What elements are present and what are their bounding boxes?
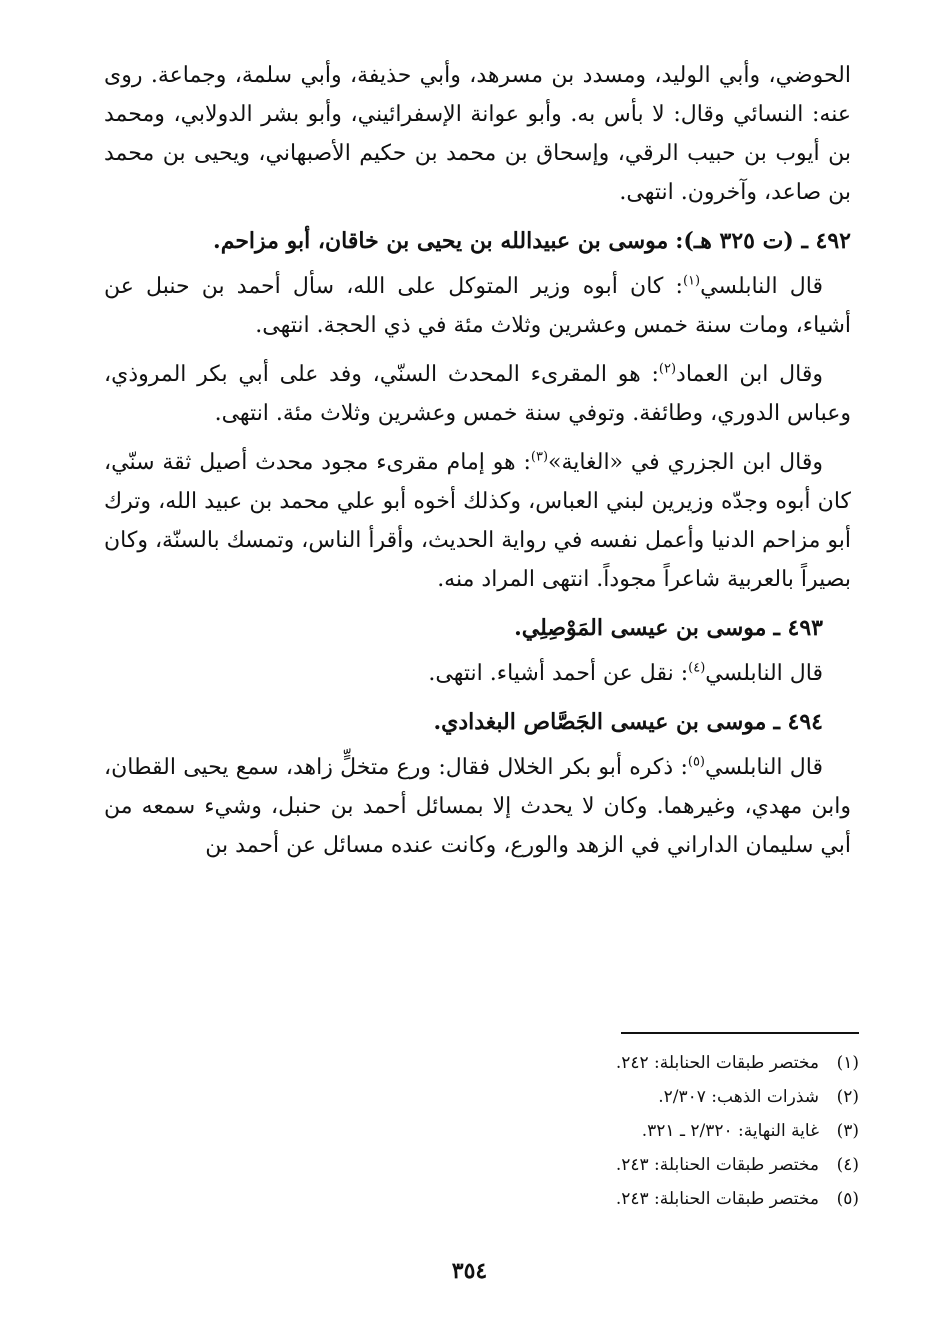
quote-paragraph: [104, 267, 851, 345]
footnote-number: (٥): [836, 1189, 859, 1209]
footnote-number: (١): [836, 1053, 859, 1073]
entry-name: موسى بن عبيدالله بن يحيى بن خاقان، أبو مزاحم.: [213, 228, 669, 254]
quote-source: وقال ابن العماد: [676, 362, 823, 387]
entry-name: موسى بن عيسى الجَصَّاص البغدادي.: [433, 709, 767, 735]
main-text: [104, 56, 851, 875]
footnote-text: شذرات الذهب: ٢/٣٠٧.: [658, 1087, 819, 1107]
footnote-number: (٤): [836, 1155, 859, 1175]
continuation-paragraph: الحوضي، وأبي الوليد، ومسدد بن مسرهد، وأبي حذيفة، وأبي سلمة، وجماعة. روى عنه: النسائي وقال: لا بأس به. وأبو عوانة الإسفرائيني، وأبو بشر الدولابي، ومحمد بن أيوب بن حبيب الرقي، وإسحاق بن محمد بن حكيم الأصبهاني، ويحيى بن محمد بن صاعد، وآخرون. انتهى.: [104, 63, 851, 205]
footnote-text: مختصر طبقات الحنابلة: ٢٤٢.: [615, 1053, 819, 1073]
entry-heading-492: [104, 222, 851, 261]
footnote-ref: (٢): [658, 361, 677, 377]
quote-paragraph: [104, 355, 851, 433]
footnote-ref: (٥): [687, 754, 705, 770]
footnote-item: [300, 1080, 859, 1114]
footnote-item: [300, 1114, 859, 1148]
entry-number: ٤٩٢ ـ (ت ٣٢٥ هـ):: [675, 228, 851, 254]
entry-number: ٤٩٣ ـ: [773, 615, 823, 641]
footnote-number: (٣): [836, 1121, 859, 1141]
footnote-text: مختصر طبقات الحنابلة: ٢٤٣.: [615, 1155, 819, 1175]
footnotes: [300, 1046, 859, 1216]
footnote-item: [300, 1148, 859, 1182]
quote-source: قال النابلسي: [705, 661, 823, 686]
entry-name: موسى بن عيسى المَوْصِلِي.: [514, 615, 767, 641]
footnote-text: غاية النهاية: ٢/٣٢٠ ـ ٣٢١.: [641, 1121, 819, 1141]
quote-text: : نقل عن أحمد أشياء. انتهى.: [428, 661, 689, 686]
quote-source: قال النابلسي: [700, 274, 823, 299]
footnote-divider: [621, 1032, 859, 1034]
quote-paragraph: [104, 443, 851, 599]
quote-paragraph: [104, 654, 851, 693]
footnote-ref: (٤): [688, 660, 706, 676]
footnote-item: [300, 1182, 859, 1216]
footnote-number: (٢): [836, 1087, 859, 1107]
entry-heading-493: [104, 609, 851, 648]
footnote-item: [300, 1046, 859, 1080]
page-number: ٣٥٤: [451, 1258, 488, 1284]
quote-text: : هو إمام مقرىء مجود محدث أصيل ثقة سنّي، كان أبوه وجدّه وزيرين لبني العباس، وكذلك أخوه أبو علي محمد بن عبيد الله، وترك أبو مزاحم الدنيا وأعمل نفسه في رواية الحديث، وأقرأ الناس، وتمسك بالسنّة، وكان بصيراً بالعربية شاعراً مجوداً. انتهى المراد منه.: [104, 450, 851, 592]
quote-text: : ذكره أبو بكر الخلال فقال: ورع متخلٍّ زاهد، سمع يحيى القطان، وابن مهدي، وغيرهما. وكان لا يحدث إلا بمسائل أحمد بن حنبل، وشيء سمعه من أبي سليمان الداراني في الزهد والورع، وكانت عنده مسائل عن أحمد بن: [104, 755, 851, 858]
quote-source: وقال ابن الجزري في «الغاية»: [548, 450, 824, 475]
footnote-text: مختصر طبقات الحنابلة: ٢٤٣.: [615, 1189, 819, 1209]
entry-heading-494: [104, 703, 851, 742]
footnote-ref: (١): [682, 273, 701, 289]
quote-text: : كان أبوه وزير المتوكل على الله، سأل أحمد بن حنبل عن أشياء، ومات سنة خمس وعشرين وثلاث مئة في ذي الحجة. انتهى.: [104, 274, 851, 338]
quote-text: : هو المقرىء المحدث السنّي، وفد على أبي بكر المروذي، وعباس الدوري، وطائفة. وتوفي سنة خمس وعشرين وثلاث مئة. انتهى.: [104, 362, 851, 426]
quote-paragraph: [104, 748, 851, 865]
footnote-ref: (٣): [530, 449, 549, 465]
entry-number: ٤٩٤ ـ: [773, 709, 823, 735]
quote-source: قال النابلسي: [705, 755, 823, 780]
